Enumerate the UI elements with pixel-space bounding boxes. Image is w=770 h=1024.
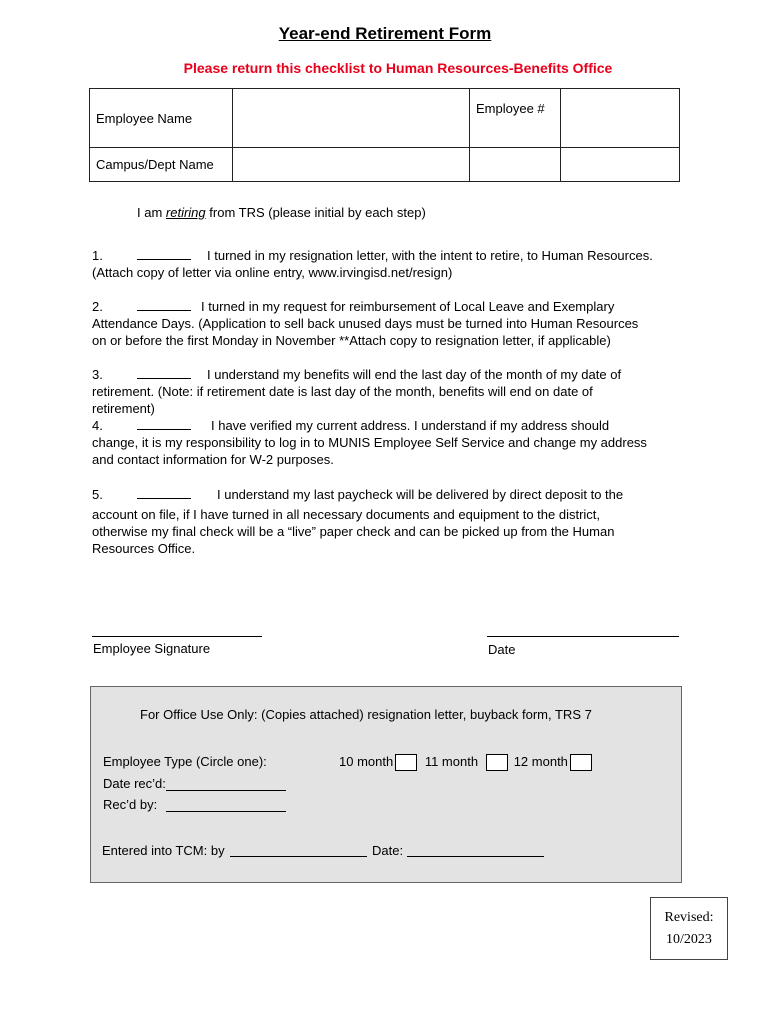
recd-by-line[interactable] bbox=[166, 811, 286, 812]
step-number: 1. bbox=[92, 248, 103, 263]
revised-label: Revised: bbox=[664, 910, 714, 925]
initial-blank-3[interactable] bbox=[137, 367, 191, 379]
step-4-line-2: change, it is my responsibility to log in to MUNIS Employee Self Service and change my address bbox=[92, 435, 647, 450]
employee-number-field[interactable] bbox=[561, 89, 680, 148]
campus-dept-label: Campus/Dept Name bbox=[90, 148, 233, 182]
employee-signature-line[interactable] bbox=[92, 636, 262, 637]
step-2-line-1: I turned in my request for reimbursement of Local Leave and Exemplary bbox=[201, 299, 615, 314]
option-11-month-label: 11 month bbox=[424, 754, 479, 769]
step-5-line-4: Resources Office. bbox=[92, 541, 196, 556]
step-5-line-2: account on file, if I have turned in all necessary documents and equipment to the district, bbox=[92, 507, 601, 522]
initial-blank-4[interactable] bbox=[137, 418, 191, 430]
step-4-line-3: and contact information for W-2 purposes. bbox=[92, 452, 334, 467]
step-number: 2. bbox=[92, 299, 103, 314]
step-number: 5. bbox=[92, 487, 103, 502]
step-2-line-3: on or before the first Monday in November **Attach copy to resignation letter, if applicable) bbox=[92, 333, 611, 348]
date-recd-line[interactable] bbox=[166, 790, 286, 791]
form-subtitle: Please return this checklist to Human Resources-Benefits Office bbox=[183, 60, 613, 76]
initial-blank-2[interactable] bbox=[137, 299, 191, 311]
employee-name-field[interactable] bbox=[233, 89, 470, 148]
signature-date-label: Date bbox=[488, 642, 516, 657]
intro-suffix: from TRS (please initial by each step) bbox=[205, 205, 426, 220]
entered-tcm-label: Entered into TCM: by bbox=[102, 843, 225, 858]
date-recd-label: Date rec’d: bbox=[103, 776, 166, 791]
form-title: Year-end Retirement Form bbox=[278, 24, 492, 43]
signature-date-line[interactable] bbox=[487, 636, 679, 637]
option-12-month-label: 12 month bbox=[513, 754, 568, 769]
step-5-line-3: otherwise my final check will be a “live” paper check and can be picked up from the Human bbox=[92, 524, 615, 539]
option-11-month-checkbox[interactable] bbox=[486, 754, 508, 771]
step-3-line-3: retirement) bbox=[92, 401, 155, 416]
campus-dept-extra-field-2[interactable] bbox=[561, 148, 680, 182]
revised-date: 10/2023 bbox=[666, 932, 712, 947]
intro-prefix: I am bbox=[137, 205, 166, 220]
office-use-box bbox=[90, 686, 682, 883]
employee-type-label: Employee Type (Circle one): bbox=[103, 754, 267, 769]
intro-emphasis: retiring bbox=[165, 205, 206, 220]
step-number: 3. bbox=[92, 367, 103, 382]
step-4-line-1: I have verified my current address. I understand if my address should bbox=[211, 418, 610, 433]
step-number: 4. bbox=[92, 418, 103, 433]
employee-type-options bbox=[339, 754, 592, 771]
option-10-month-checkbox[interactable] bbox=[395, 754, 417, 771]
entered-tcm-line[interactable] bbox=[230, 856, 367, 857]
campus-dept-field[interactable] bbox=[233, 148, 470, 182]
employee-name-label: Employee Name bbox=[90, 89, 233, 148]
step-1-line-2: (Attach copy of letter via online entry, www.irvingisd.net/resign) bbox=[92, 265, 453, 280]
step-5-line-1: I understand my last paycheck will be delivered by direct deposit to the bbox=[217, 487, 624, 502]
option-12-month-checkbox[interactable] bbox=[570, 754, 592, 771]
campus-dept-extra-field[interactable] bbox=[470, 148, 561, 182]
office-use-heading: For Office Use Only: (Copies attached) resignation letter, buyback form, TRS 7 bbox=[140, 707, 592, 722]
step-2-line-2: Attendance Days. (Application to sell back unused days must be turned into Human Resources bbox=[92, 316, 639, 331]
option-10-month-label: 10 month bbox=[339, 754, 394, 769]
initial-blank-1[interactable] bbox=[137, 248, 191, 260]
step-1-line-1: I turned in my resignation letter, with the intent to retire, to Human Resources. bbox=[207, 248, 653, 263]
initial-blank-5[interactable] bbox=[137, 487, 191, 499]
employee-number-label: Employee # bbox=[470, 89, 561, 148]
revised-box bbox=[650, 897, 728, 960]
entered-date-line[interactable] bbox=[407, 856, 544, 857]
intro-line bbox=[137, 204, 426, 221]
step-3-line-1: I understand my benefits will end the last day of the month of my date of bbox=[207, 367, 622, 382]
step-3-line-2: retirement. (Note: if retirement date is last day of the month, benefits will end on date of bbox=[92, 384, 593, 399]
recd-by-label: Rec’d by: bbox=[103, 797, 158, 812]
employee-info-table bbox=[89, 88, 680, 182]
entered-date-label: Date: bbox=[372, 843, 404, 858]
employee-signature-label: Employee Signature bbox=[93, 641, 211, 656]
